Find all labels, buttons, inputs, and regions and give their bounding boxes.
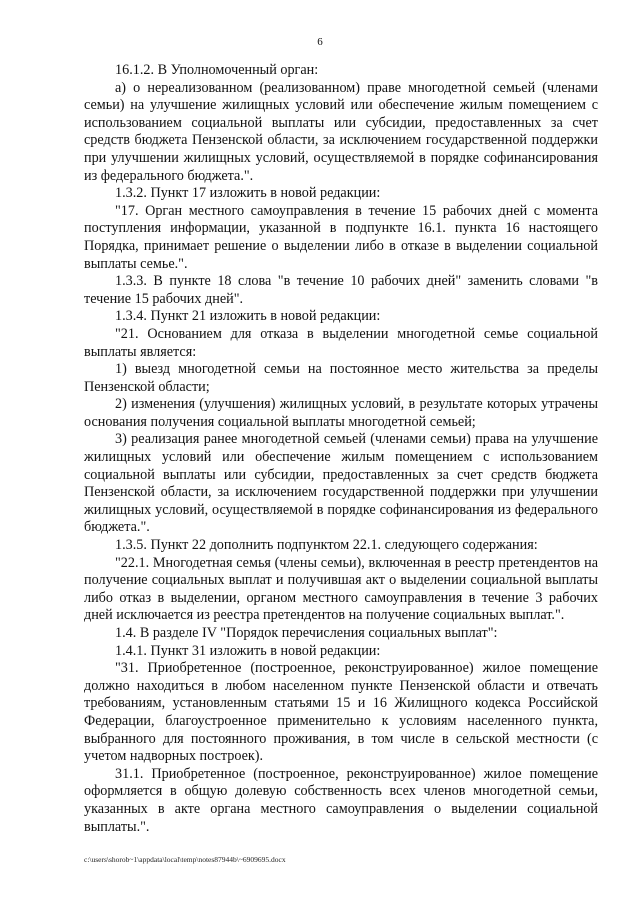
paragraph: "22.1. Многодетная семья (члены семьи), включенная в реестр претендентов на получение социальных выплат и получившая акт о выделении социальной выплаты либо отказ в выделении, органом местного самоуправления в течение 3 рабочих дней исключается из реестра претендентов на получение социальных выплат.". [84,554,598,624]
page-number: 6 [317,36,323,48]
paragraph: 2) изменения (улучшения) жилищных условий, в результате которых утрачены основания получения социальной выплаты многодетной семьей; [84,396,598,430]
paragraph: 1.3.2. Пункт 17 изложить в новой редакции: [115,185,381,202]
paragraph: 16.1.2. В Уполномоченный орган: [115,62,319,78]
paragraph: 3) реализация ранее многодетной семьей (членами семьи) права на улучшение жилищных условий или обеспечение жилым помещением с использованием социальной выплаты или субсидии, предоставленных за счет средств бюджета Пензенской области, за исключением государственной поддержки при улучшении жилищных условий, осуществляемой в порядке софинансирования из федерального бюджета.". [84,431,598,536]
document-body [84,62,598,836]
paragraph: "31. Приобретенное (построенное, реконструированное) жилое помещение должно находиться в любом населенном пункте Пензенской области и отвечать требованиям, установленным статьями 15 и 16 Жилищного кодекса Российской Федерации, благоустроенное применительно к условиям населенного пункта, выбранного для постоянного проживания, в том числе в сельской местности (с учетом надворных построек). [84,660,598,765]
paragraph: 1.3.3. В пункте 18 слова "в течение 10 рабочих дней" заменить словами "в течение 15 рабочих дней". [84,273,598,307]
paragraph: 1.4. В разделе IV "Порядок перечисления социальных выплат": [115,625,498,641]
paragraph: 31.1. Приобретенное (построенное, реконструированное) жилое помещение оформляется в общую долевую собственность всех членов многодетной семьи, указанных в акте органа местного самоуправления о выделении социальной выплаты.". [84,765,598,835]
paragraph: 1.3.4. Пункт 21 изложить в новой редакции: [115,308,381,325]
paragraph: "17. Орган местного самоуправления в течение 15 рабочих дней с момента поступления информации, указанной в подпункте 16.1. пункта 16 настоящего Порядка, принимает решение о выделении либо в отказе в выделении социальной выплаты семье.". [84,202,598,272]
footer-file-path: c:\users\shorob~1\appdata\local\temp\notes87944b\~6909695.docx [84,855,286,864]
paragraph: 1) выезд многодетной семьи на постоянное место жительства за пределы Пензенской области; [84,361,598,395]
paragraph: "21. Основанием для отказа в выделении многодетной семье социальной выплаты является: [84,325,598,360]
paragraph: а) о нереализованном (реализованном) праве многодетной семьей (членами семьи) на улучшение жилищных условий или обеспечение жилым помещением с использованием социальной выплаты или субсидии, предоставленных за счет средств бюджета Пензенской области, за исключением государственной поддержки при улучшении жилищных условий, осуществляемой в порядке софинансирования из федерального бюджета.". [84,79,598,184]
paragraph: 1.4.1. Пункт 31 изложить в новой редакции: [115,642,381,659]
paragraph: 1.3.5. Пункт 22 дополнить подпунктом 22.1. следующего содержания: [115,537,538,554]
